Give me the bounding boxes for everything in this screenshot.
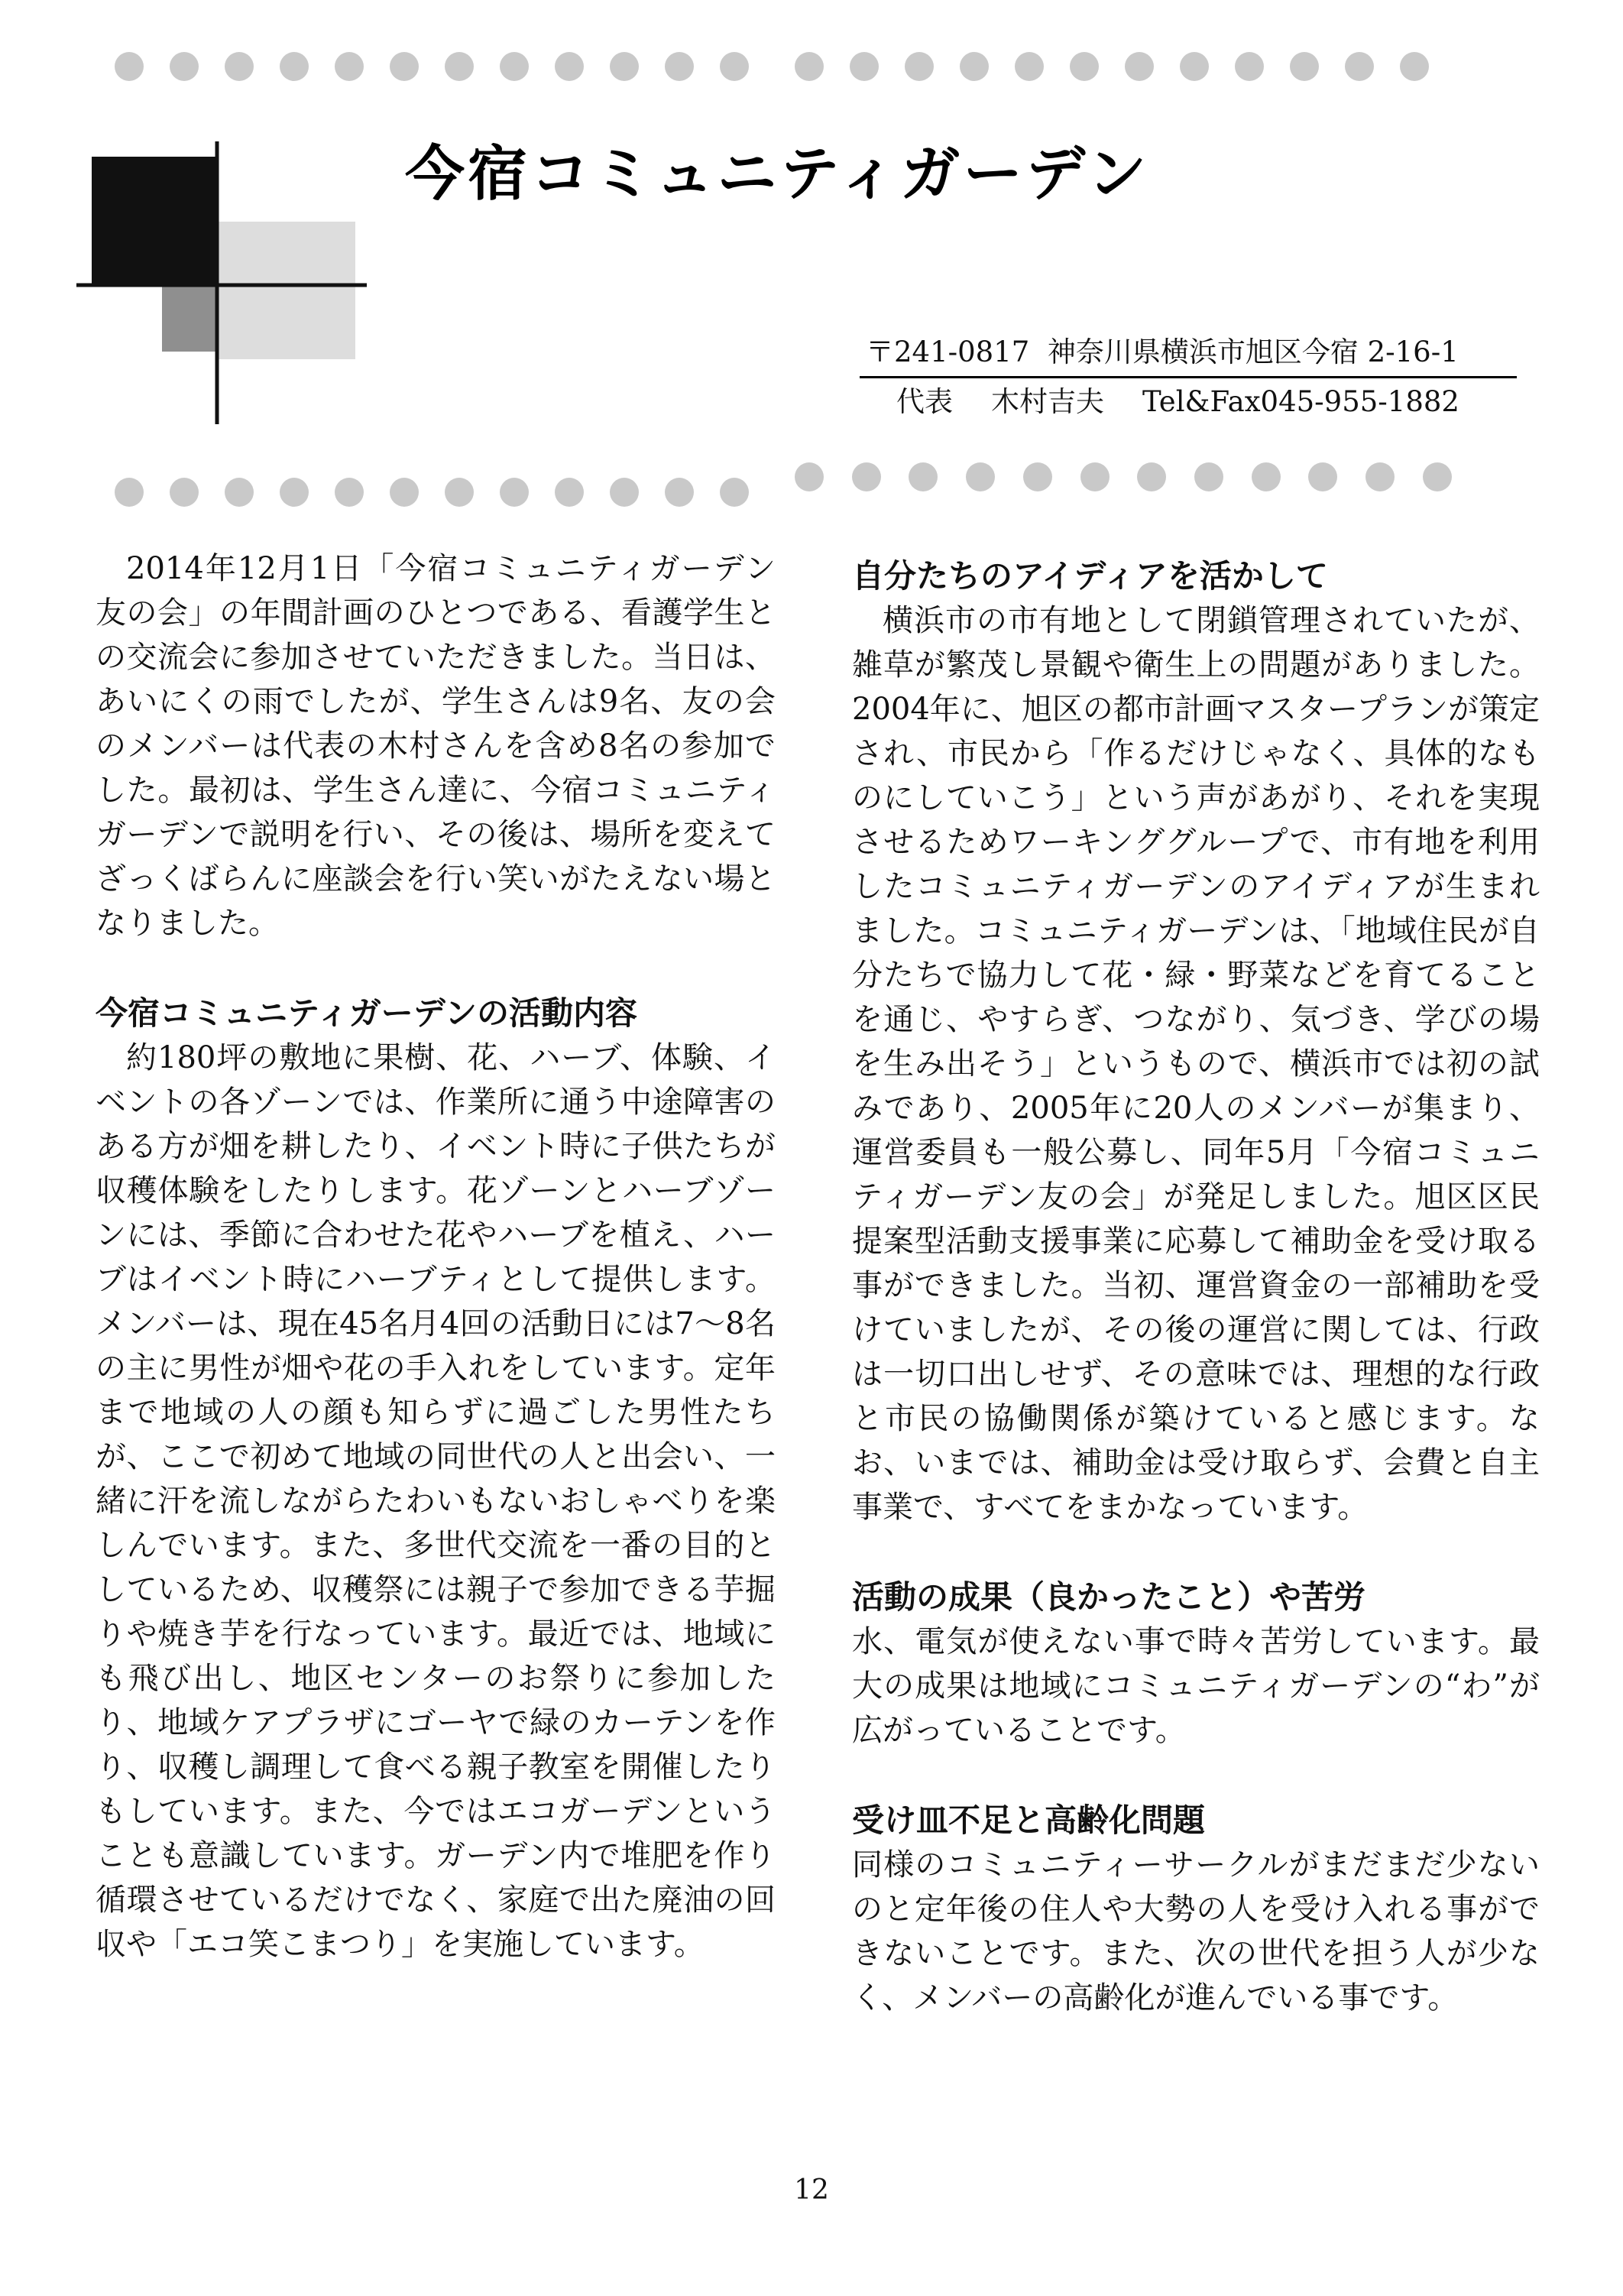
decorative-dot <box>1070 52 1099 81</box>
decorative-dots-bottom-left <box>115 478 749 507</box>
decorative-dot <box>720 52 749 81</box>
postal-code: 〒241-0817 <box>866 336 1030 368</box>
logo-square-gray <box>162 287 218 352</box>
decorative-dot <box>335 52 364 81</box>
decorative-dot <box>1365 462 1395 491</box>
decorative-dot <box>1080 462 1110 491</box>
decorative-dot <box>1015 52 1044 81</box>
right-column <box>852 554 1540 2020</box>
decorative-dot <box>445 52 474 81</box>
decorative-dot <box>1137 462 1166 491</box>
decorative-dot <box>966 462 995 491</box>
decorative-dot <box>500 52 529 81</box>
decorative-dot <box>1308 462 1337 491</box>
decorative-dot <box>665 478 694 507</box>
decorative-dot <box>960 52 989 81</box>
decorative-dot <box>610 478 639 507</box>
decorative-dot <box>1125 52 1154 81</box>
decorative-dot <box>1235 52 1264 81</box>
representative-name: 木村吉夫 <box>991 385 1104 418</box>
logo-square-light <box>218 222 355 359</box>
page-number: 12 <box>794 2174 829 2206</box>
page-title: 今宿コミュニティガーデン <box>405 140 1150 209</box>
overlapping-squares-logo-icon <box>76 141 374 432</box>
decorative-dots-top-right <box>795 52 1429 81</box>
decorative-dot <box>905 52 934 81</box>
decorative-dot <box>115 52 144 81</box>
decorative-dot <box>280 52 309 81</box>
decorative-dot <box>1180 52 1209 81</box>
decorative-dot <box>720 478 749 507</box>
decorative-dot <box>852 462 881 491</box>
decorative-dot <box>390 52 419 81</box>
decorative-dot <box>909 462 938 491</box>
decorative-dot <box>225 52 254 81</box>
decorative-dot <box>280 478 309 507</box>
decorative-dot <box>555 52 584 81</box>
contact-phone: Tel&Fax045-955-1882 <box>1142 385 1459 418</box>
decorative-dot <box>1290 52 1319 81</box>
left-column <box>96 546 776 1967</box>
decorative-dot <box>610 52 639 81</box>
decorative-dot <box>555 478 584 507</box>
address-block <box>860 329 1517 426</box>
activities-paragraph: 約180坪の敷地に果樹、花、ハーブ、体験、イベントの各ゾーンでは、作業所に通う中途障害のある方が畑を耕したり、イベント時に子供たちが収穫体験をしたりします。花ゾーンとハーブゾーンには、季節に合わせた花やハーブを植え、ハーブはイベント時にハーブティとして提供します。メンバーは、現在45名月4回の活動日には7～8名の主に男性が畑や花の手入れをしています。定年まで地域の人の顔も知らずに過ごした男性たちが、ここで初めて地域の同世代の人と出会い、一緒に汗を流しながらたわいもないおしゃべりを楽しんでいます。また、多世代交流を一番の目的としているため、収穫祭には親子で参加できる芋掘りや焼き芋を行なっています。最近では、地域にも飛び出し、地区センターのお祭りに参加したり、地域ケアプラザにゴーヤで緑のカーテンを作り、収穫し調理して食べる親子教室を開催したりもしています。また、今ではエコガーデンということも意識しています。ガーデン内で堆肥を作り循環させているだけでなく、家庭で出た廃油の回収や「エコ笑こまつり」を実施しています。 <box>96 1040 776 1962</box>
decorative-dot <box>1423 462 1452 491</box>
decorative-dot <box>500 478 529 507</box>
street-address: 神奈川県横浜市旭区今宿 2-16-1 <box>1047 336 1459 368</box>
decorative-dot <box>170 478 199 507</box>
issues-paragraph: 同様のコミュニティーサークルがまだまだ少ないのと定年後の住人や大勢の人を受け入れる事ができないことです。また、次の世代を担う人が少なく、メンバーの高齢化が進んでいる事です。 <box>852 1847 1540 2015</box>
decorative-dot <box>665 52 694 81</box>
decorative-dot <box>225 478 254 507</box>
decorative-dot <box>115 478 144 507</box>
decorative-dot <box>335 478 364 507</box>
decorative-dot <box>1194 462 1223 491</box>
decorative-dot <box>795 462 824 491</box>
decorative-dots-top-left <box>115 52 749 81</box>
decorative-dot <box>390 478 419 507</box>
address-line <box>860 329 1517 378</box>
section-heading-issues: 受け皿不足と高齢化問題 <box>852 1801 1206 1839</box>
representative-line <box>860 378 1517 426</box>
decorative-dot <box>1023 462 1052 491</box>
section-heading-activities: 今宿コミュニティガーデンの活動内容 <box>96 994 637 1032</box>
decorative-dot <box>445 478 474 507</box>
results-paragraph: 水、電気が使えない事で時々苦労しています。最大の成果は地域にコミュニティガーデンの“わ”が広がっていることです。 <box>852 1624 1540 1748</box>
ideas-paragraph: 横浜市の市有地として閉鎖管理されていたが、雑草が繁茂し景観や衛生上の問題がありました。2004年に、旭区の都市計画マスタープランが策定され、市民から「作るだけじゃなく、具体的なものにしていこう」という声があがり、それを実現させるためワーキンググループで、市有地を利用したコミュニティガーデンのアイディアが生まれました。コミュニティガーデンは、「地域住民が自分たちで協力して花・緑・野菜などを育てることを通じ、やすらぎ、つながり、気づき、学びの場を生み出そう」というもので、横浜市では初の試みであり、2005年に20人のメンバーが集まり、運営委員も一般公募し、同年5月「今宿コミュニティガーデン友の会」が発足しました。旭区区民提案型活動支援事業に応募して補助金を受け取る事ができました。当初、運営資金の一部補助を受けていましたが、その後の運営に関しては、行政は一切口出しせず、その意味では、理想的な行政と市民の協働関係が築けていると感じます。なお、いまでは、補助金は受け取らず、会費と自主事業で、すべてをまかなっています。 <box>852 603 1540 1525</box>
logo-square-black <box>92 157 218 287</box>
decorative-dots-bottom-right <box>795 462 1452 491</box>
intro-paragraph: 2014年12月1日「今宿コミュニティガーデン友の会」の年間計画のひとつである、看護学生との交流会に参加させていただきました。当日は、あいにくの雨でしたが、学生さんは9名、友の会のメンバーは代表の木村さんを含め8名の参加でした。最初は、学生さん達に、今宿コミュニティガーデンで説明を行い、その後は、場所を変えてざっくばらんに座談会を行い笑いがたえない場となりました。 <box>96 551 776 941</box>
section-heading-results: 活動の成果（良かったこと）や苦労 <box>852 1578 1366 1616</box>
representative-label: 代表 <box>896 385 953 418</box>
decorative-dot <box>1400 52 1429 81</box>
decorative-dot <box>850 52 879 81</box>
decorative-dot <box>170 52 199 81</box>
section-heading-ideas: 自分たちのアイディアを活かして <box>852 557 1328 595</box>
decorative-dot <box>795 52 824 81</box>
decorative-dot <box>1345 52 1374 81</box>
decorative-dot <box>1252 462 1281 491</box>
